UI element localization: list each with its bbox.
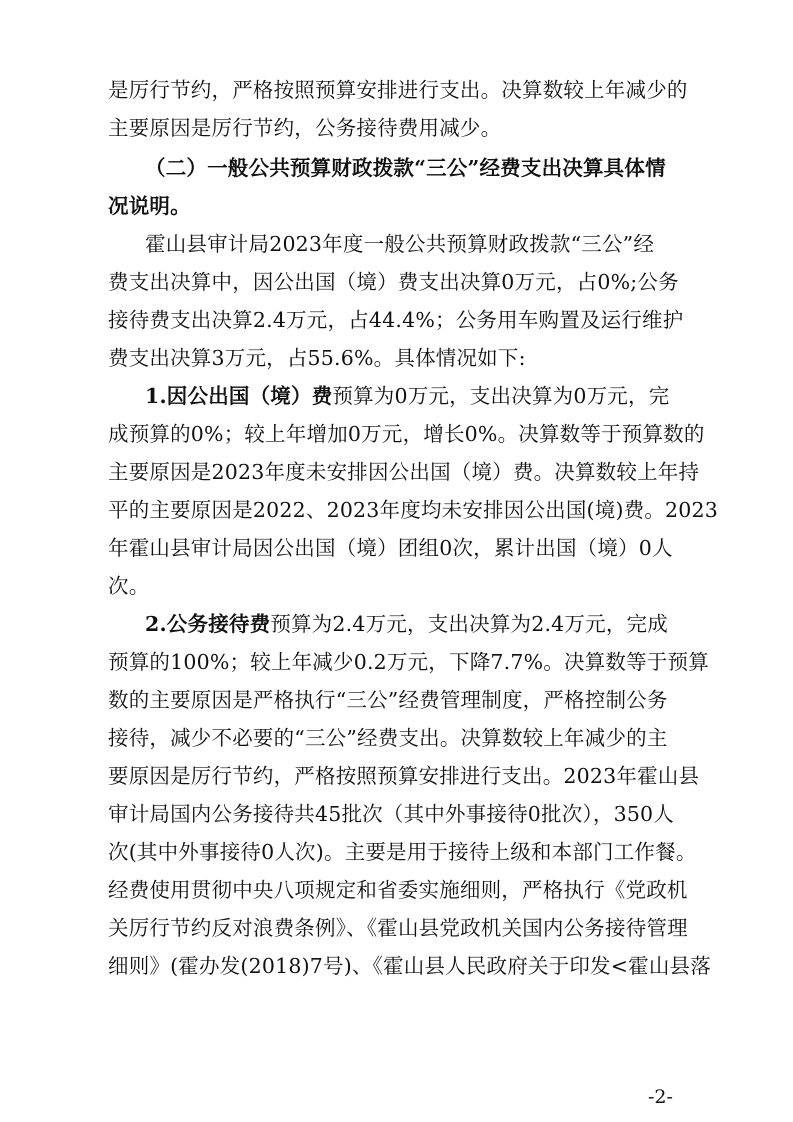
text-line: 预算的100%；较上年减少0.2万元，下降7.7%。决算数等于预算 bbox=[108, 650, 709, 674]
item-heading-reception: 2.公务接待费 bbox=[145, 612, 271, 636]
text-line: 成预算的0%；较上年增加0万元，增长0%。决算数等于预算数的 bbox=[108, 422, 705, 446]
text-line: 费支出决算3万元，占55.6%。具体情况如下: bbox=[108, 346, 526, 370]
text-line: 细则》(霍办发(2018)7号)、《霍山县人民政府关于印发<霍山县落 bbox=[108, 954, 711, 978]
section-heading-cont: 况说明。 bbox=[108, 194, 191, 218]
text-line: 审计局国内公务接待共45批次（其中外事接待0批次），350人 bbox=[108, 802, 675, 826]
text-line: 次(其中外事接待0人次)。主要是用于接待上级和本部门工作餐。 bbox=[108, 840, 697, 864]
item-heading-travel: 1.因公出国（境）费 bbox=[145, 384, 333, 408]
text-line: 霍山县审计局2023年度一般公共预算财政拨款“三公”经 bbox=[145, 232, 655, 256]
text-line: 接待费支出决算2.4万元，占44.4%；公务用车购置及运行维护 bbox=[108, 308, 684, 332]
text-line: 是厉行节约，严格按照预算安排进行支出。决算数较上年减少的 bbox=[108, 78, 688, 102]
text-line: 年霍山县审计局因公出国（境）团组0次，累计出国（境）0人 bbox=[108, 536, 673, 560]
text-line: 平的主要原因是2022、2023年度均未安排因公出国(境)费。2023 bbox=[108, 498, 719, 522]
text-line: 经费使用贯彻中央八项规定和省委实施细则，严格执行《党政机 bbox=[108, 878, 688, 902]
text-line: 次。 bbox=[108, 574, 150, 598]
paragraph-reception-start bbox=[145, 606, 690, 642]
text-line: 接待，减少不必要的“三公”经费支出。决算数较上年减少的主 bbox=[108, 726, 668, 750]
paragraph-travel-start bbox=[145, 378, 690, 414]
text-line: 关厉行节约反对浪费条例》、《霍山县党政机关国内公务接待管理 bbox=[108, 916, 688, 940]
text-line: 主要原因是2023年度未安排因公出国（境）费。决算数较上年持 bbox=[108, 460, 700, 484]
text-run: 预算为0万元，支出决算为0万元，完 bbox=[332, 384, 670, 408]
text-run: 预算为2.4万元，支出决算为2.4万元，完成 bbox=[270, 612, 668, 636]
text-line: 主要原因是厉行节约，公务接待费用减少。 bbox=[108, 116, 502, 140]
text-line: 要原因是厉行节约，严格按照预算安排进行支出。2023年霍山县 bbox=[108, 764, 700, 788]
text-line: 费支出决算中，因公出国（境）费支出决算0万元，占0%;公务 bbox=[108, 270, 679, 294]
text-line: 数的主要原因是严格执行“三公”经费管理制度，严格控制公务 bbox=[108, 688, 668, 712]
page-number: -2- bbox=[648, 1086, 673, 1108]
section-heading: （二）一般公共预算财政拨款“三公”经费支出决算具体情 bbox=[145, 156, 666, 180]
